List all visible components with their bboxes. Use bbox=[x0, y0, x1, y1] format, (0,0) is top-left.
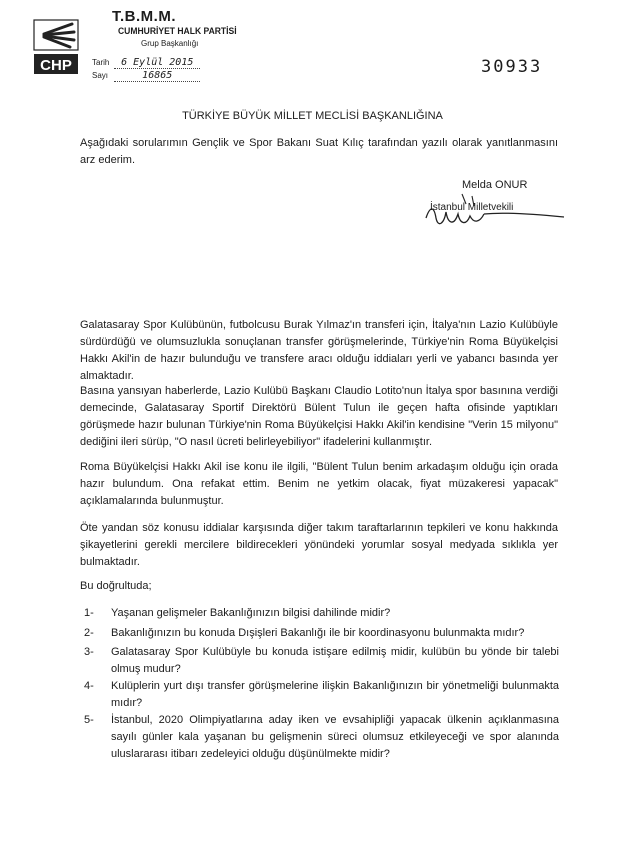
question-number: 3- bbox=[84, 646, 94, 658]
intro-paragraph: Aşağıdaki sorularımın Gençlik ve Spor Bakanı Suat Kılıç tarafından yazılı olarak yanıtlanmasını arz ederim. bbox=[80, 137, 558, 166]
body-paragraph: Basına yansıyan haberlerde, Lazio Kulübü Başkanı Claudio Lotito'nun İtalya spor basınına verdiği demecinde, Galatasaray Sportif Direktörü Bülent Tulun ile geçen hafta ofisinde yaptıkları görüşmede hazır bulunan Türkiye'nin Roma Büyükelçisi Hakkı Akil'in kendisine "Verin 15 milyonu" dediğini ileri sürüp, "O nasıl ücreti belirleyebiliyor" ifadelerini kullanmıştır. bbox=[80, 385, 558, 448]
question-number: 1- bbox=[84, 607, 94, 619]
body-paragraph: Öte yandan söz konusu iddialar karşısında diğer takım taraftarlarının tepkileri ve konu hakkında şikayetlerini gerekli mercilere bildirecekleri yönündeki yorumlar sosyal medyada sıklıkla yer bulmaktadır. bbox=[80, 522, 558, 568]
date-row bbox=[92, 57, 200, 69]
body-paragraph: Bu doğrultuda; bbox=[80, 580, 152, 592]
page-title: TÜRKİYE BÜYÜK MİLLET MECLİSİ BAŞKANLIĞINA bbox=[182, 110, 443, 122]
question-number: 2- bbox=[84, 627, 94, 639]
question-text: Galatasaray Spor Kulübüyle bu konuda istişare edilmiş midir, kulübün bu yönde bir talebi olmuş mudur? bbox=[111, 646, 559, 675]
question-number: 4- bbox=[84, 680, 94, 692]
logo-text: CHP bbox=[40, 57, 72, 74]
chp-logo bbox=[32, 18, 92, 78]
question-number: 5- bbox=[84, 714, 94, 726]
signer-name: Melda ONUR bbox=[462, 179, 528, 191]
question-text: Kulüplerin yurt dışı transfer görüşmelerine ilişkin Bakanlığınızın bir yönetmeliği bulunmakta mıdır? bbox=[111, 680, 559, 709]
number-row bbox=[92, 70, 200, 82]
body-paragraph: Galatasaray Spor Kulübünün, futbolcusu Burak Yılmaz'ın transferi için, İtalya'nın Lazio Kulübüyle sürdürdüğü ve olumsuzlukla sonuçlanan transfer görüşmelerinde, Türkiye'nin Roma Büyükelçisi Hakkı Akil'in de hazır bulunduğu ve transfere aracı olduğu iddiaları yerli ve yabancı basında yer almaktadır. bbox=[80, 319, 558, 382]
number-label: Sayı bbox=[92, 71, 109, 80]
question-list bbox=[84, 605, 562, 765]
question-text: Yaşanan gelişmeler Bakanlığınızın bilgisi dahilinde midir? bbox=[111, 607, 391, 619]
institution-name: T.B.M.M. bbox=[112, 8, 176, 25]
question-text: İstanbul, 2020 Olimpiyatlarına aday iken ve evsahipliği yapacak ülkenin açıklanmasına sayılı günler kala yaşanan bu gelişmenin süreci olumsuz etkileyeceği ve spor alanında uluslararası itibarı zedeleyici olduğu düşünülmekte midir? bbox=[111, 714, 559, 760]
number-value: 16865 bbox=[114, 70, 200, 82]
date-value: 6 Eylül 2015 bbox=[114, 57, 200, 69]
date-label: Tarih bbox=[92, 58, 110, 67]
group-name: Grup Başkanlığı bbox=[141, 39, 199, 48]
question-text: Bakanlığınızın bu konuda Dışişleri Bakanlığı ile bir koordinasyonu bulunmakta mıdır? bbox=[111, 627, 525, 639]
signer-title: İstanbul Milletvekili bbox=[430, 202, 514, 213]
document-number: 30933 bbox=[481, 57, 543, 77]
party-name: CUMHURİYET HALK PARTİSİ bbox=[118, 26, 237, 36]
body-paragraph: Roma Büyükelçisi Hakkı Akil ise konu ile ilgili, "Bülent Tulun benim arkadaşım olduğu için orada hazır bulundum. Ona refakat ettim. Benim ne yetkim olacak, fiyat müzakeresi yapacak" açıklamalarında bulunmuştur. bbox=[80, 461, 558, 507]
